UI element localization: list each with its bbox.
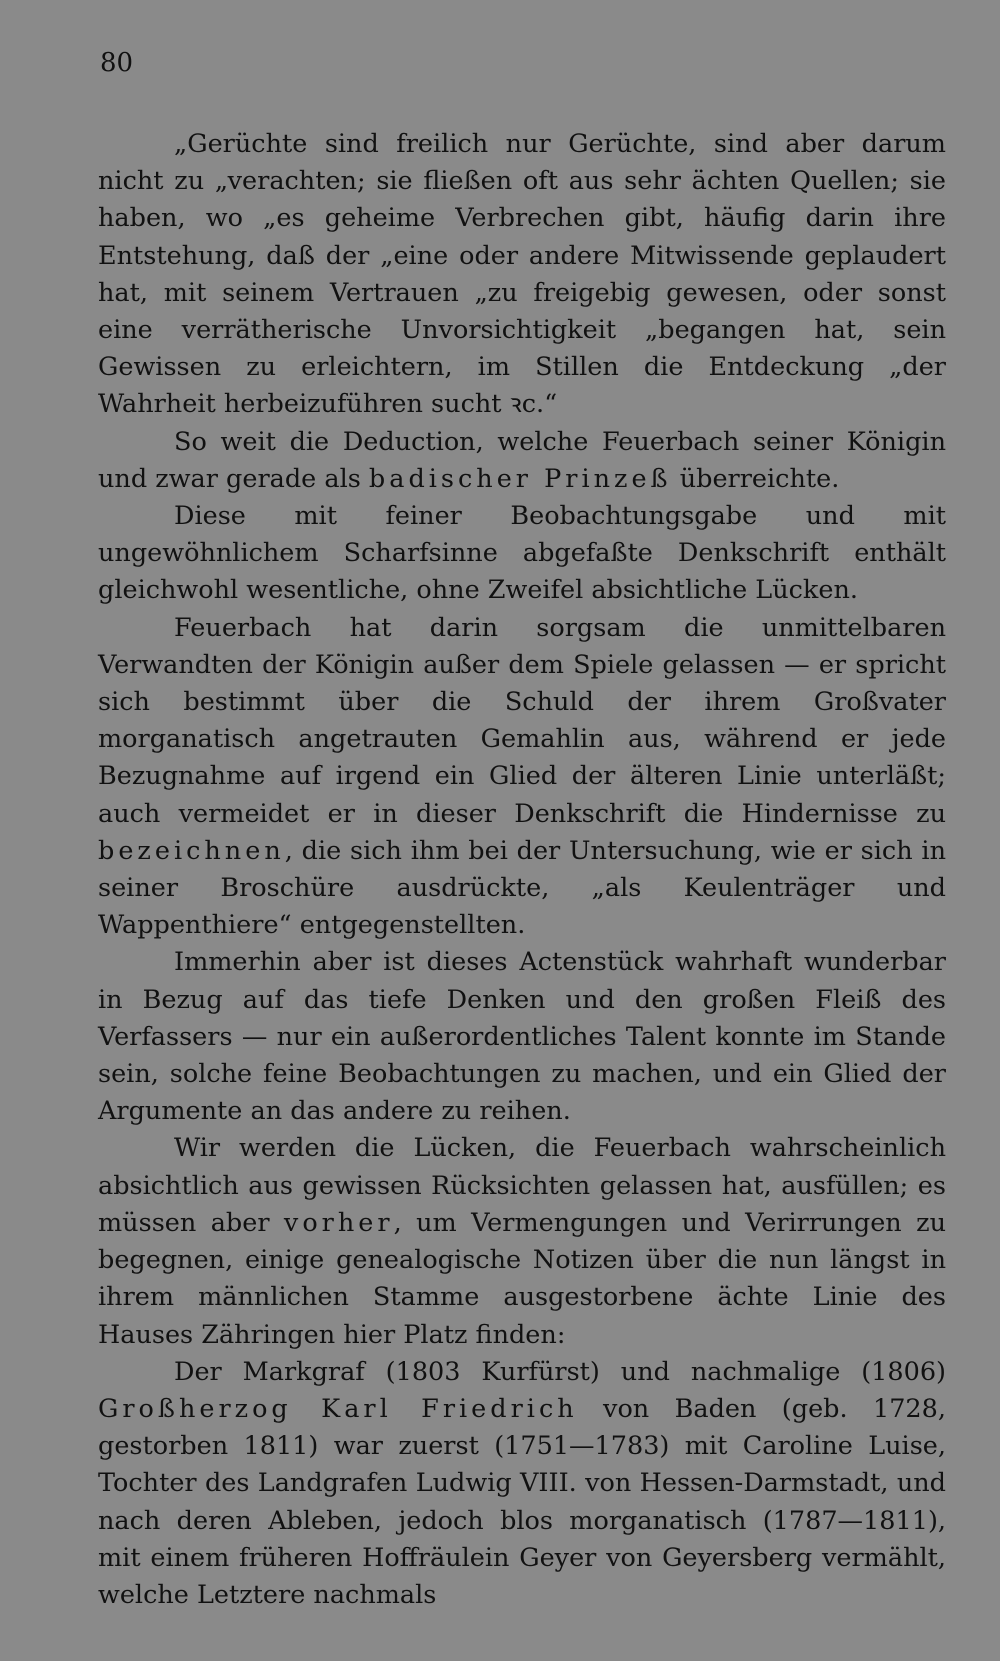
paragraph-text: , um Vermengungen und Verirrungen zu begegnen, einige genealogische Notizen über die nun längst in ihrem männlichen Stamme ausgestorbene ächte Linie des Hauses Zähringen hier Platz finden: [98, 1207, 946, 1350]
paragraph-text: überreichte. [671, 463, 840, 494]
paragraph-text: Feuerbach hat darin sorgsam die unmittelbaren Verwandten der Königin außer dem Spiele gelassen — er spricht sich bestimmt über die Schuld der ihrem Großvater morganatisch angetrauten Gemahlin aus, während er jede Bezugnahme auf irgend ein Glied der älteren Linie unterläßt; auch vermeidet er in dieser Denkschrift die Hindernisse zu [98, 612, 946, 829]
paragraph-markgraf [98, 1354, 946, 1614]
paragraph-quote: „Gerüchte sind freilich nur Gerüchte, sind aber darum nicht zu „verachten; sie fließen oft aus sehr ächten Quellen; sie haben, wo „es geheime Verbrechen gibt, häufig darin ihre Entstehung, daß der „eine oder andere Mitwissende geplaudert hat, mit seinem Vertrauen „zu freigebig gewesen, oder sonst eine verrätherische Unvorsichtigkeit „begangen hat, sein Gewissen zu erleichtern, im Stillen die Entdeckung „der Wahrheit herbeizuführen sucht ꝛc.“ [98, 129, 946, 420]
emphasized-text: bezeichnen [98, 835, 285, 866]
emphasized-text: Großherzog Karl Friedrich [98, 1393, 578, 1424]
paragraph-luecken [98, 1130, 946, 1353]
paragraph-text: Wir werden die Lücken, die Feuerbach wahrscheinlich absichtlich aus gewissen Rücksichten gelassen hat, ausfüllen; es müssen aber [98, 1133, 946, 1238]
emphasized-text: vorher [283, 1207, 394, 1238]
paragraph-text: , die sich ihm bei der Untersuchung, wie er sich in seiner Broschüre ausdrückte, „als Keulenträger und Wappenthiere“ entgegenstellten. [98, 835, 946, 941]
paragraph-text: So weit die Deduction, welche Feuerbach seiner Königin und zwar gerade als [98, 426, 946, 494]
paragraph-text: Der Markgraf (1803 Kurfürst) und nachmalige (1806) [174, 1356, 946, 1387]
page-number: 80 [100, 48, 134, 78]
paragraph-feuerbach [98, 610, 946, 945]
body-text [98, 126, 946, 1614]
paragraph-text: von Baden (geb. 1728, gestorben 1811) war zuerst (1751—1783) mit Caroline Luise, Tochter des Landgrafen Ludwig VIII. von Hessen-Darmstadt, und nach deren Ableben, jedoch blos morganatisch (1787—1811), mit einem früheren Hoffräulein Geyer von Geyersberg vermählt, welche Letztere nachmals [98, 1393, 946, 1610]
paragraph-deduction [98, 424, 946, 498]
emphasized-text: badischer Prinzeß [368, 463, 672, 494]
paragraph-actenstueck: Immerhin aber ist dieses Actenstück wahrhaft wunderbar in Bezug auf das tiefe Denken und den großen Fleiß des Verfassers — nur ein außerordentliches Talent konnte im Stande sein, solche feine Beobachtungen zu machen, und ein Glied der Argumente an das andere zu reihen. [98, 947, 946, 1127]
paragraph-denkschrift: Diese mit feiner Beobachtungsgabe und mit ungewöhnlichem Scharfsinne abgefaßte Denkschrift enthält gleichwohl wesentliche, ohne Zweifel absichtliche Lücken. [98, 501, 946, 606]
